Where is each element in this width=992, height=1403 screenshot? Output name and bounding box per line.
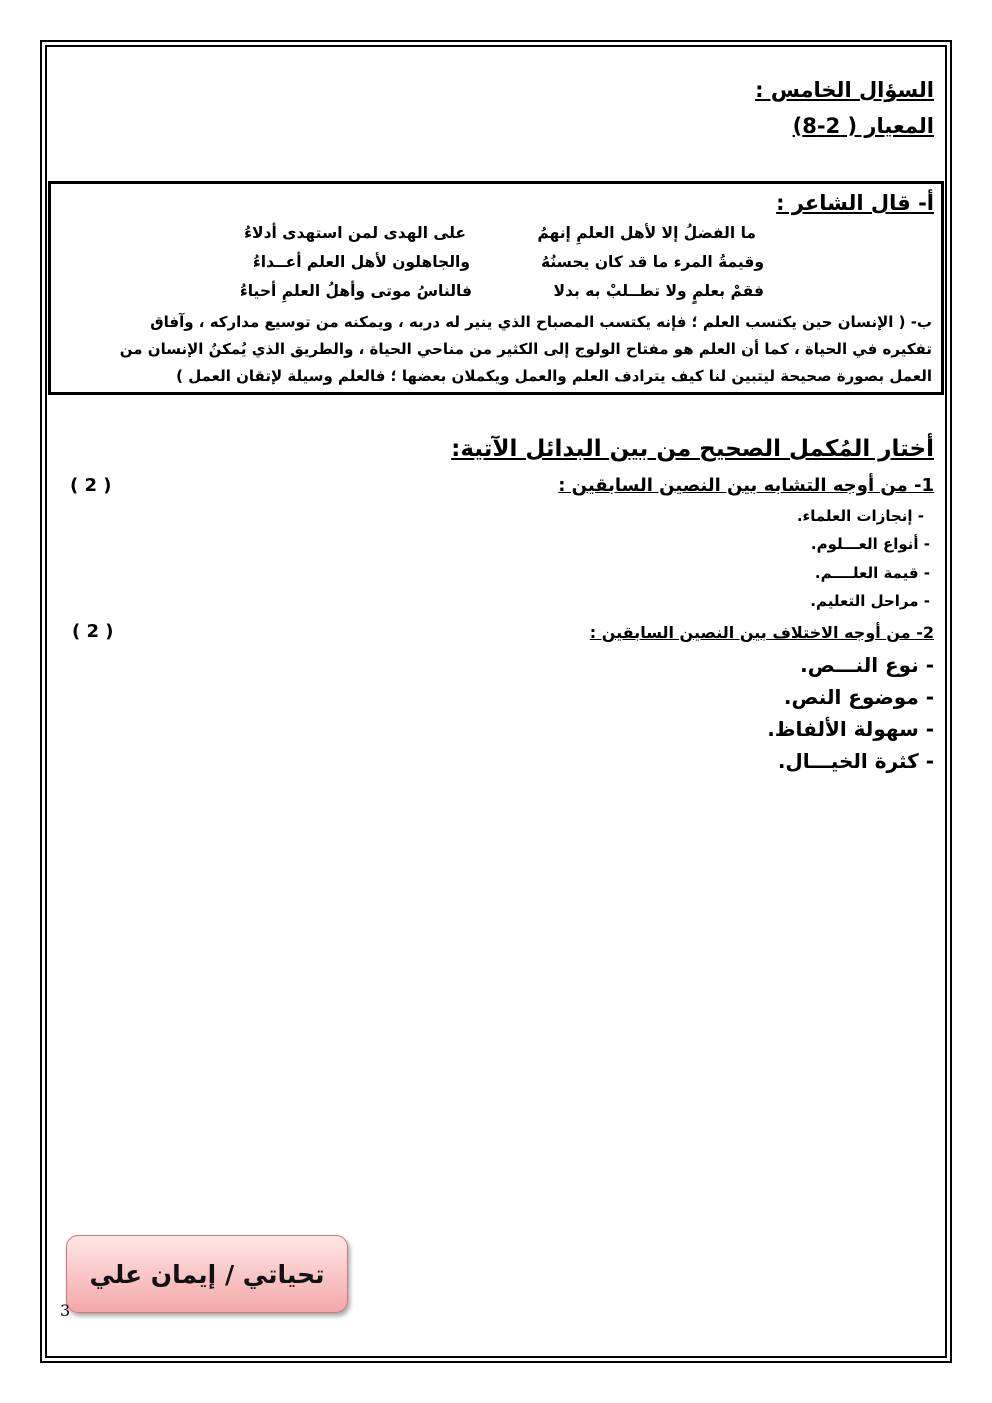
question-1-option-1: - إنجازات العلماء.	[796, 507, 924, 525]
question-1-option-3: - قيمة العلــــم.	[814, 564, 930, 582]
verse-2-first: وقيمةُ المرء ما قد كان يحسنُهُ	[540, 253, 764, 271]
verse-3-first: فقمْ بعلمٍ ولا تطــلبْ به بدلا	[553, 282, 764, 300]
question-2-option-1: - نوع النـــص.	[800, 653, 934, 677]
page-number: 3	[60, 1301, 71, 1320]
prose-line-1: ب- ( الإنسان حين يكتسب العلم ؛ فإنه يكتسب المصباح الذي ينير له دربه ، ويمكنه من توسيع مداركه ، وآفاق	[150, 313, 932, 331]
prose-line-2: تفكيره في الحياة ، كما أن العلم هو مفتاح الولوج إلى الكثير من مناحي الحياة ، والطريق الذي يُمكنُ الإنسان من	[119, 340, 932, 358]
question-1-mark: ( 2 )	[70, 475, 112, 496]
question-1-option-4: - مراحل التعليم.	[810, 592, 930, 610]
prose-line-3: العمل بصورة صحيحة ليتبين لنا كيف يترادف العلم والعمل ويكملان بعضها ؛ فالعلم وسيلة لإتقان العمل )	[176, 367, 932, 385]
question-2-option-3: - سهولة الألفاظ.	[767, 717, 934, 741]
verse-1-second: على الهدى لمن استهدى أدلاءُ	[244, 224, 466, 242]
question-2-option-4: - كثرة الخيـــال.	[777, 749, 934, 773]
poem-intro: أ- قال الشاعر :	[776, 191, 934, 215]
question-1-prompt: 1- من أوجه التشابه بين النصين السابقين :	[558, 475, 934, 496]
verse-1-first: ما الفضلُ إلا لأهل العلمِ إنهمُ	[537, 224, 756, 242]
standard-label: المعيار ( 2-8)	[792, 114, 934, 138]
question-2-mark: ( 2 )	[72, 621, 114, 642]
question-2-prompt: 2- من أوجه الاختلاف بين النصين السابقين :	[589, 623, 934, 642]
verse-3-second: فالناسُ موتى وأهلُ العلمِ أحياءُ	[239, 282, 472, 300]
question-1-option-2: - أنواع العـــلوم.	[810, 535, 930, 553]
instructions: أختار المُكمل الصحيح من بين البدائل الآتية:	[451, 436, 934, 462]
question-title: السؤال الخامس :	[755, 78, 934, 102]
question-2-option-2: - موضوع النص.	[783, 685, 934, 709]
verse-2-second: والجاهلون لأهل العلم أعــداءُ	[252, 253, 470, 271]
signature-badge: تحياتي / إيمان علي	[66, 1235, 348, 1313]
